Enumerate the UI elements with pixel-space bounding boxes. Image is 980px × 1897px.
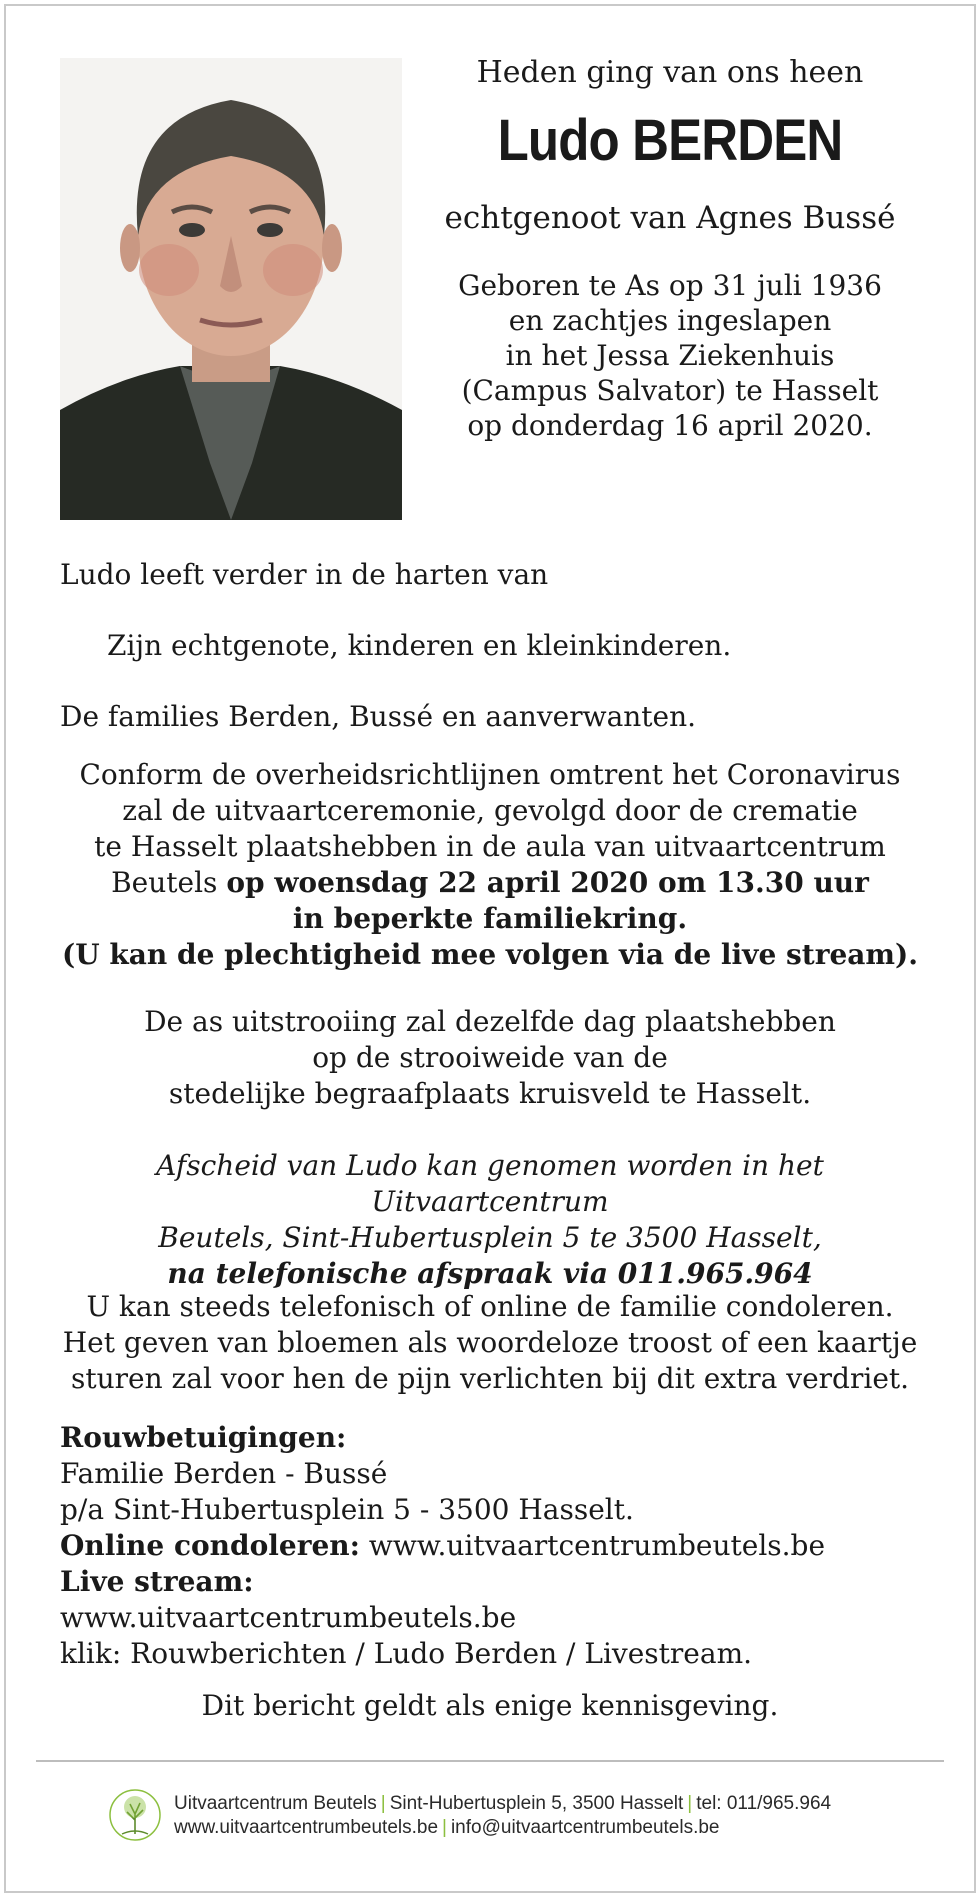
announcement-intro: Heden ging van ons heen [476, 55, 864, 90]
footer-line-1 [174, 1792, 831, 1816]
birth-line: in het Jessa Ziekenhuis [505, 339, 835, 372]
ceremony-family-circle: in beperkte familiekring. [292, 902, 688, 935]
farewell-line: Beutels, Sint-Hubertusplein 5 te 3500 Hasselt, [158, 1221, 822, 1254]
footer-line-2 [174, 1816, 831, 1840]
footer-company: Uitvaartcentrum Beutels [174, 1793, 377, 1814]
ashes-section [50, 1004, 930, 1112]
ceremony-date: op woensdag 22 april 2020 om 13.30 uur [226, 866, 869, 899]
condolence-line: U kan steeds telefonisch of online de familie condoleren. [86, 1290, 894, 1323]
footer-website[interactable]: www.uitvaartcentrumbeutels.be [174, 1817, 439, 1838]
portrait-photo [60, 58, 402, 520]
footer-email[interactable]: info@uitvaartcentrumbeutels.be [450, 1817, 720, 1838]
live-stream-label: Live stream: [60, 1565, 254, 1598]
farewell-section [50, 1148, 930, 1292]
condolence-heading: Rouwbetuigingen: [60, 1421, 347, 1454]
ceremony-line: Conform de overheidsrichtlijnen omtrent het Coronavirus [79, 758, 901, 791]
online-condolence-label: Online condoleren: [60, 1529, 360, 1562]
footer [108, 1786, 888, 1846]
birth-line: Geboren te As op 31 juli 1936 [458, 269, 882, 302]
survivors-relatives: De families Berden, Bussé en aanverwanten. [60, 700, 697, 733]
ashes-line: op de strooiweide van de [312, 1041, 668, 1074]
condolence-line: sturen zal voor hen de pijn verlichten bij dit extra verdriet. [70, 1362, 910, 1395]
ceremony-venue: Beutels [111, 866, 227, 899]
footer-separator: | [687, 1793, 693, 1814]
family-name: Familie Berden - Bussé [60, 1457, 388, 1490]
footer-divider [36, 1760, 944, 1762]
footer-separator: | [442, 1817, 447, 1838]
deceased-name: Ludo BERDEN [497, 108, 843, 173]
official-notice: Dit bericht geldt als enige kennisgeving. [201, 1689, 779, 1722]
survivors-family: Zijn echtgenote, kinderen en kleinkinderen. [107, 629, 732, 662]
live-stream-path: klik: Rouwberichten / Ludo Berden / Livestream. [60, 1637, 753, 1670]
footer-text [174, 1792, 831, 1840]
ceremony-line: zal de uitvaartceremonie, gevolgd door de crematie [122, 794, 858, 827]
ceremony-line: te Hasselt plaatshebben in de aula van uitvaartcentrum [94, 830, 886, 863]
footer-address: Sint-Hubertusplein 5, 3500 Hasselt [389, 1793, 684, 1814]
farewell-appointment: na telefonische afspraak via 011.965.964 [167, 1257, 813, 1290]
online-condolence-link[interactable]: www.uitvaartcentrumbeutels.be [360, 1529, 826, 1562]
ceremony-livestream-note: (U kan de plechtigheid mee volgen via de live stream). [61, 938, 919, 971]
ceremony-line [50, 865, 930, 901]
birth-line: (Campus Salvator) te Hasselt [461, 374, 879, 407]
footer-separator: | [380, 1793, 386, 1814]
ashes-line: stedelijke begraafplaats kruisveld te Hasselt. [168, 1077, 812, 1110]
footer-phone: tel: 011/965.964 [696, 1793, 832, 1814]
birth-line: en zachtjes ingeslapen [508, 304, 832, 337]
farewell-line: Afscheid van Ludo kan genomen worden in het Uitvaartcentrum [156, 1149, 824, 1218]
birth-line: op donderdag 16 april 2020. [467, 409, 873, 442]
tree-logo-icon [108, 1788, 162, 1842]
ceremony-section [50, 757, 930, 973]
contact-section [60, 1420, 920, 1672]
condolence-section [40, 1289, 940, 1397]
live-stream-link[interactable]: www.uitvaartcentrumbeutels.be [60, 1601, 517, 1634]
ashes-line: De as uitstrooiing zal dezelfde dag plaatshebben [144, 1005, 836, 1038]
birth-details [420, 268, 920, 443]
survivors-intro: Ludo leeft verder in de harten van [60, 558, 549, 591]
condolence-line: Het geven van bloemen als woordeloze troost of een kaartje [62, 1326, 918, 1359]
spouse-line: echtgenoot van Agnes Bussé [444, 200, 896, 236]
family-address: p/a Sint-Hubertusplein 5 - 3500 Hasselt. [60, 1493, 634, 1526]
online-condolence [60, 1528, 920, 1564]
